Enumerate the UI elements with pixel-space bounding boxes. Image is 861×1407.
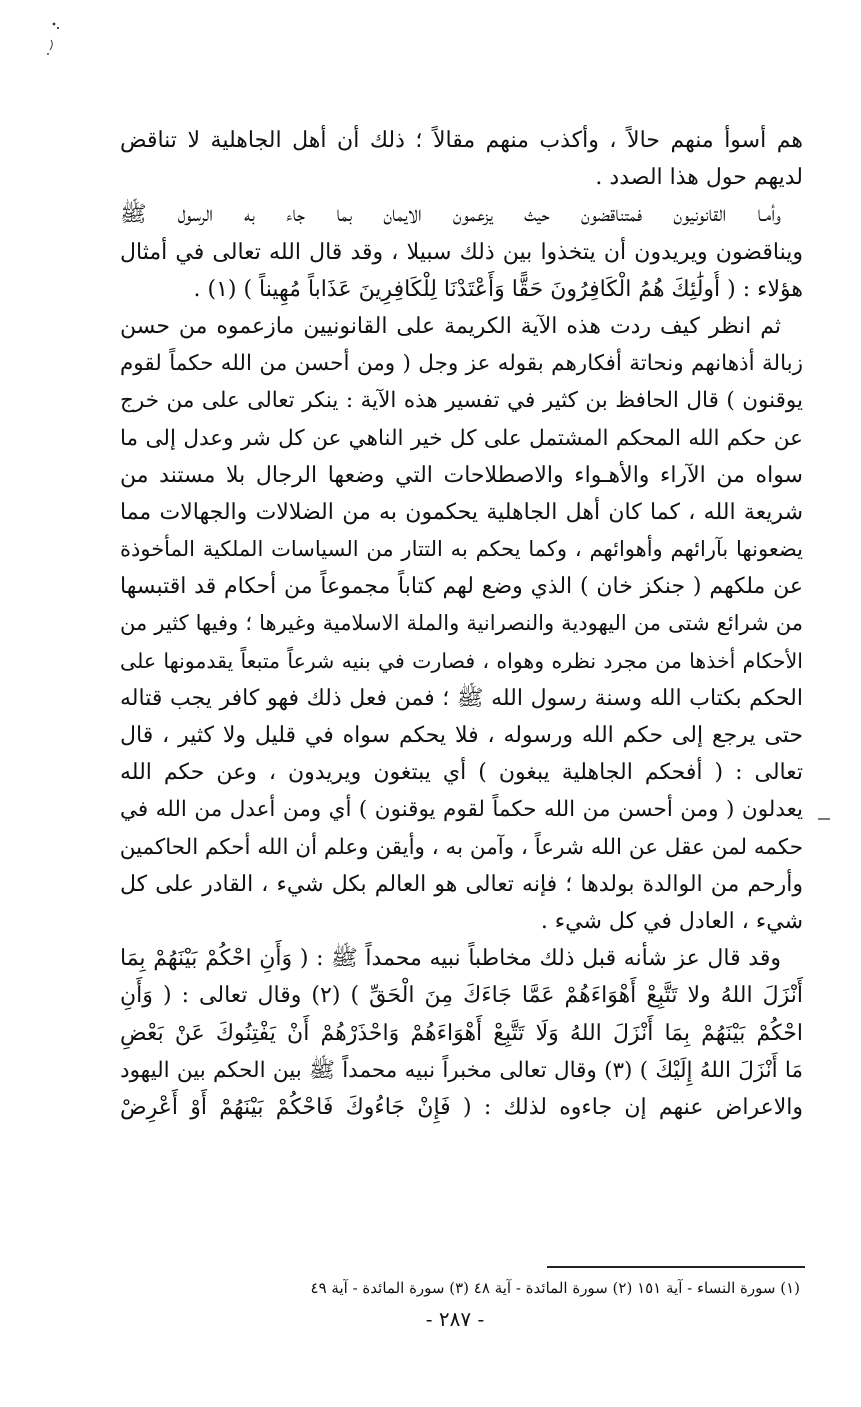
text-line: من شرائع شتى من اليهودية والنصرانية والملة الاسلامية وغيرها ؛ وفيها كثير من	[120, 611, 803, 636]
page-number: - ٢٨٧ -	[425, 1307, 485, 1331]
text-line: وقد قال عز شأنه قبل ذلك مخاطباً نبيه محمداً ﷺ : ( وَأَنِ احْكُمْ بَيْنَهُمْ بِمَا	[120, 946, 781, 972]
text-line: زبالة أذهانهم ونحاتة أفكارهم بقوله عز وجل ( ومن أحسن من الله حكماً لقوم	[120, 351, 803, 377]
text-line: يوقنون ) قال الحافظ بن كثير في تفسير هذه الآية : ينكر تعالى على من خرج	[120, 388, 803, 414]
footnote-divider	[547, 1266, 805, 1268]
text-line: حكمه لمن عقل عن الله شرعاً ، وآمن به ، وأيقن وعلم أن الله أحكم الحاكمين	[120, 834, 803, 860]
text-line: عن ملكهم ( جنكز خان ) الذي وضع لهم كتاباً مجموعاً من أحكام قد اقتبسها	[120, 574, 803, 600]
margin-mark	[818, 818, 830, 820]
text-line: الحكم بكتاب الله وسنة رسول الله ﷺ ؛ فمن فعل ذلك فهو كافر يجب قتاله	[120, 685, 803, 711]
text-line: عن حكم الله المحكم المشتمل على كل خير الناهي عن كل شر وعدل إلى ما	[120, 425, 803, 451]
text-line: والاعراض عنهم إن جاءوه لذلك : ( فَإِنْ جَاءُوكَ فَاحْكُمْ بَيْنَهُمْ أَوْ أَعْرِضْ	[120, 1094, 803, 1120]
text-line: شريعة الله ، كما كان أهل الجاهلية يحكمون به من الضلالات والجهالات مما	[120, 499, 803, 525]
text-line: سواه من الآراء والأهـواء والاصطلاحات التي وضعها الرجال بلا مستند من	[120, 462, 803, 488]
text-line: وأرحم من الوالدة بولدها ؛ فإنه تعالى هو العالم بكل شيء ، القادر على كل	[120, 871, 803, 897]
text-line: ثم انظر كيف ردت هذه الآية الكريمة على القانونيين مازعموه من حسن	[120, 313, 781, 339]
footnotes: (١) سورة النساء - آية ١٥١ (٢) سورة المائدة - آية ٤٨ (٣) سورة المائدة - آية ٤٩	[310, 1279, 800, 1297]
main-text	[120, 122, 803, 1126]
text-line: وأمـا القانونيون فمتناقضون حيث يزعمون الايمان بما جاء به الرسول ﷺ	[120, 202, 781, 228]
text-line: هؤلاء : ( أُولَٰئِكَ هُمُ الْكَافِرُونَ حَقًّا وَأَعْتَدْنَا لِلْكَافِرِينَ عَذَاباً مُهِيناً ) (١) .	[193, 276, 803, 302]
text-line: احْكُمْ بَيْنَهُمْ بِمَا أَنْزَلَ اللهُ وَلَا تَتَّبِعْ أَهْوَاءَهُمْ وَاحْذَرْهُمْ أَنْ يَفْتِنُوكَ عَنْ بَعْضِ	[120, 1020, 803, 1046]
text-line: لديهم حول هذا الصدد .	[595, 165, 803, 191]
text-line: مَا أَنْزَلَ اللهُ إِلَيْكَ ) (٣) وقال تعالى مخبراً نبيه محمداً ﷺ بين الحكم بين اليهود	[120, 1057, 803, 1083]
scan-speck-icon	[42, 18, 62, 58]
text-line: أَنْزَلَ اللهُ ولا تَتَّبِعْ أَهْوَاءَهُمْ عَمَّا جَاءَكَ مِنَ الْحَقِّ ) (٢) وقال تعالى : ( وَأَنِ	[120, 983, 803, 1009]
text-line: تعالى : ( أفحكم الجاهلية يبغون ) أي يبتغون ويريدون ، وعن حكم الله	[120, 760, 803, 786]
text-line: يضعونها بآرائهم وأهوائهم ، وكما يحكم به التتار من السياسات الملكية المأخوذة	[120, 537, 803, 562]
text-line: يعدلون ( ومن أحسن من الله حكماً لقوم يوقنون ) أي ومن أعدل من الله في	[120, 797, 803, 823]
text-line: هم أسوأ منهم حالاً ، وأكذب منهم مقالاً ؛ ذلك أن أهل الجاهلية لا تناقض	[120, 128, 803, 153]
text-line: شيء ، العادل في كل شيء .	[540, 908, 803, 934]
text-line: ويناقضون ويريدون أن يتخذوا بين ذلك سبيلا ، وقد قال الله تعالى في أمثال	[120, 239, 803, 265]
text-line: الأحكام أخذها من مجرد نظره وهواه ، فصارت في بنيه شرعاً متبعاً يقدمونها على	[120, 648, 803, 673]
text-line: حتى يرجع إلى حكم الله ورسوله ، فلا يحكم سواه في قليل ولا كثير ، قال	[120, 723, 803, 748]
